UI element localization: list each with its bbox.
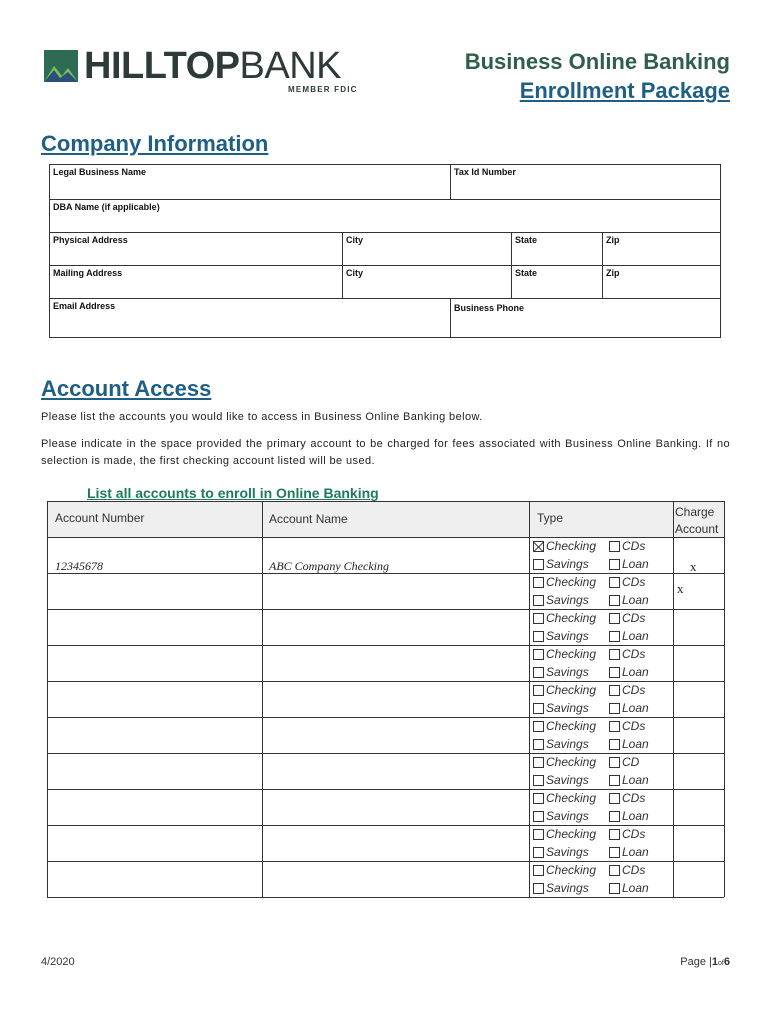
accounts-table [47,501,724,899]
checkbox-cds[interactable] [609,611,645,625]
logo-wordmark-light: BANK [239,45,342,87]
email-address-label: Email Address [53,301,116,311]
checkbox-cds[interactable] [609,647,645,661]
mailing-zip-label: Zip [606,268,620,278]
checkbox-checking-label: Checking [546,755,597,769]
checkbox-savings[interactable] [533,665,589,679]
checkbox-savings-box[interactable] [533,631,544,642]
checkbox-loan-box[interactable] [609,847,620,858]
legal-business-name-label: Legal Business Name [53,167,147,177]
physical-zip-field[interactable] [602,232,721,266]
checkbox-savings-box[interactable] [533,667,544,678]
company-information-heading: Company Information [41,131,269,156]
checkbox-savings[interactable] [533,629,589,643]
mailing-zip-field[interactable] [602,265,721,299]
account-access-paragraph-2: Please indicate in the space provided the primary account to be charged for fees associated with Business Online Banking. If no selection is made, the first checking account listed will be used. [41,438,730,467]
checkbox-loan-box[interactable] [609,739,620,750]
physical-city-label: City [346,235,364,245]
checkbox-cds-box[interactable] [609,757,620,768]
account-name-cell[interactable]: ABC Company Checking [269,559,389,573]
physical-zip-label: Zip [606,235,620,245]
checkbox-checking-box[interactable] [533,829,544,840]
checkbox-checking[interactable] [533,575,596,589]
table-column-divider [529,501,530,897]
hilltop-bank-logo [44,48,84,96]
checkbox-cds[interactable] [609,719,645,733]
checkbox-loan-box[interactable] [609,667,620,678]
checkbox-savings-label: Savings [546,881,589,895]
checkbox-loan-label: Loan [622,593,649,607]
checkbox-checking-box[interactable] [533,721,544,732]
document-title: Business Online Banking [464,49,730,74]
checkbox-loan-box[interactable] [609,811,620,822]
tax-id-field[interactable] [450,164,721,200]
checkbox-checking-box[interactable] [533,613,544,624]
checkbox-checking-label: Checking [546,647,597,661]
checkbox-checking-label: Checking [546,827,597,841]
checkbox-cds-box[interactable] [609,721,620,732]
accounts-table-header [47,501,724,537]
mailing-address-label: Mailing Address [53,268,123,278]
checkbox-checking-label: Checking [546,611,597,625]
checkbox-savings-label: Savings [546,773,589,787]
checkbox-cds[interactable] [609,755,639,769]
footer-date: 4/2020 [41,956,75,968]
checkbox-loan-label: Loan [622,737,649,751]
checkbox-checking-label: Checking [546,539,597,553]
checkbox-loan-label: Loan [622,809,649,823]
checkbox-checking-box[interactable] [533,865,544,876]
checkbox-loan-label: Loan [622,557,649,571]
table-row-divider [47,861,724,862]
checkbox-cds-box[interactable] [609,829,620,840]
checkbox-loan-box[interactable] [609,775,620,786]
checkbox-savings-label: Savings [546,665,589,679]
checkbox-cds-box[interactable] [609,793,620,804]
checkbox-checking[interactable] [533,683,596,697]
table-row-divider [47,573,724,574]
physical-state-field[interactable] [511,232,603,266]
checkbox-checking[interactable] [533,719,596,733]
checkbox-checking-box[interactable] [533,577,544,588]
checkbox-savings[interactable] [533,881,589,895]
checkbox-loan-label: Loan [622,845,649,859]
checkbox-loan[interactable] [609,593,649,607]
checkbox-loan-label: Loan [622,629,649,643]
checkbox-checking-box[interactable] [533,685,544,696]
checkbox-loan-box[interactable] [609,595,620,606]
business-phone-field[interactable] [450,298,721,338]
checkbox-savings[interactable] [533,593,589,607]
checkbox-loan[interactable] [609,809,649,823]
checkbox-savings-box[interactable] [533,775,544,786]
accounts-table-caption: List all accounts to enroll in Online Banking [87,485,379,501]
checkbox-loan-label: Loan [622,881,649,895]
checkbox-checking-label: Checking [546,719,597,733]
mailing-state-label: State [515,268,538,278]
checkbox-savings[interactable] [533,701,589,715]
checkbox-loan[interactable] [609,557,649,571]
document-subtitle: Enrollment Package [519,78,730,103]
checkbox-cds[interactable] [609,863,645,877]
mailing-state-field[interactable] [511,265,603,299]
dba-name-field[interactable] [49,199,721,233]
checkbox-checking-label: Checking [546,791,597,805]
checkbox-loan[interactable] [609,629,649,643]
table-column-divider [724,501,725,897]
account-access-paragraph-1: Please list the accounts you would like to access in Business Online Banking below. [41,411,483,423]
table-row-divider [47,609,724,610]
checkbox-cds-label: CDs [622,791,646,805]
checkbox-savings-label: Savings [546,557,589,571]
checkbox-cds-label: CDs [622,647,646,661]
checkbox-loan[interactable] [609,845,649,859]
logo-wordmark [84,44,341,88]
column-header-type: Type [537,511,564,525]
physical-address-field[interactable] [49,232,343,266]
footer-page-total: 6 [723,956,730,968]
tax-id-label: Tax Id Number [454,167,516,177]
charge-account-cell[interactable]: x [677,581,684,596]
checkbox-loan-label: Loan [622,701,649,715]
checkbox-savings[interactable] [533,737,589,751]
legal-business-name-field[interactable] [49,164,451,200]
checkbox-cds-label: CDs [622,539,646,553]
checkbox-cds-label: CDs [622,863,646,877]
checkbox-checking[interactable] [533,863,596,877]
table-row-divider [47,717,724,718]
checkbox-checking-box[interactable] [533,793,544,804]
checkbox-cds-label: CDs [622,575,646,589]
checkbox-loan-box[interactable] [609,559,620,570]
checkbox-savings-box[interactable] [533,847,544,858]
checkbox-cds-label: CDs [622,827,646,841]
table-row-divider [47,897,724,898]
checkbox-savings-label: Savings [546,845,589,859]
checkbox-savings[interactable] [533,845,589,859]
checkbox-cds-box[interactable] [609,613,620,624]
checkbox-loan[interactable] [609,701,649,715]
checkbox-checking[interactable] [533,539,596,553]
checkbox-savings-label: Savings [546,701,589,715]
table-row-divider [47,681,724,682]
footer-page-word: Page [680,956,706,968]
table-row-divider [47,537,724,538]
checkbox-savings-box[interactable] [533,883,544,894]
checkbox-cds[interactable] [609,791,645,805]
table-row-divider [47,645,724,646]
checkbox-checking[interactable] [533,611,596,625]
checkbox-loan-box[interactable] [609,883,620,894]
mailing-city-field[interactable] [342,265,512,299]
checkbox-cds-label: CDs [622,611,646,625]
table-column-divider [673,501,674,897]
table-column-divider [262,501,263,897]
physical-city-field[interactable] [342,232,512,266]
checkbox-savings[interactable] [533,773,589,787]
checkbox-checking-box[interactable] [533,649,544,660]
checkbox-cds-box[interactable] [609,865,620,876]
checkbox-loan[interactable] [609,665,649,679]
checkbox-cds[interactable] [609,575,645,589]
mailing-city-label: City [346,268,364,278]
checkbox-checking[interactable] [533,755,596,769]
column-header-account-number: Account Number [55,511,145,525]
logo-wordmark-bold: HILLTOP [84,45,240,87]
checkbox-cds[interactable] [609,539,645,553]
checkbox-checking-box[interactable] [533,541,544,552]
checkbox-savings-box[interactable] [533,703,544,714]
checkbox-loan-box[interactable] [609,703,620,714]
checkbox-savings-box[interactable] [533,595,544,606]
checkbox-savings-box[interactable] [533,559,544,570]
checkbox-savings[interactable] [533,809,589,823]
logo-tagline: MEMBER FDIC [288,85,358,94]
checkbox-checking[interactable] [533,791,596,805]
checkbox-cds[interactable] [609,683,645,697]
physical-address-label: Physical Address [53,235,128,245]
checkbox-loan-label: Loan [622,773,649,787]
column-header-charge-line2: Account [675,522,719,536]
table-row-divider [47,825,724,826]
checkbox-loan[interactable] [609,737,649,751]
checkbox-savings-label: Savings [546,809,589,823]
checkbox-savings-label: Savings [546,737,589,751]
checkbox-loan[interactable] [609,881,649,895]
account-access-heading: Account Access [41,376,212,401]
business-phone-label: Business Phone [454,303,525,313]
checkbox-cds-box[interactable] [609,577,620,588]
table-row-divider [47,753,724,754]
checkbox-checking[interactable] [533,827,596,841]
charge-account-cell[interactable]: x [690,559,697,574]
checkbox-checking-label: Checking [546,863,597,877]
checkbox-savings-label: Savings [546,629,589,643]
checkbox-cds-label: CDs [622,719,646,733]
footer-page-of: of [718,960,724,967]
checkbox-checking-box[interactable] [533,757,544,768]
email-address-field[interactable] [49,298,451,338]
checkbox-cds-box[interactable] [609,685,620,696]
checkbox-cds[interactable] [609,827,645,841]
footer-page-num: 1 [711,956,719,968]
account-number-cell[interactable]: 12345678 [55,559,103,573]
checkbox-cds-label: CD [622,755,640,769]
checkbox-savings-box[interactable] [533,739,544,750]
checkbox-cds-label: CDs [622,683,646,697]
checkbox-checking-label: Checking [546,683,597,697]
checkbox-cds-box[interactable] [609,649,620,660]
checkbox-loan[interactable] [609,773,649,787]
checkbox-loan-label: Loan [622,665,649,679]
table-row-divider [47,501,724,502]
column-header-charge-line1: Charge [675,505,715,519]
checkbox-savings-label: Savings [546,593,589,607]
table-column-divider [47,501,48,897]
footer-page-sep: | [709,956,712,968]
mailing-address-field[interactable] [49,265,343,299]
physical-state-label: State [515,235,538,245]
dba-name-label: DBA Name (if applicable) [53,202,160,212]
checkbox-cds-box[interactable] [609,541,620,552]
checkbox-checking[interactable] [533,647,596,661]
footer-page-number [680,956,730,968]
checkbox-savings-box[interactable] [533,811,544,822]
column-header-account-name: Account Name [269,512,348,526]
checkbox-checking-label: Checking [546,575,597,589]
checkbox-loan-box[interactable] [609,631,620,642]
table-row-divider [47,789,724,790]
checkbox-savings[interactable] [533,557,589,571]
